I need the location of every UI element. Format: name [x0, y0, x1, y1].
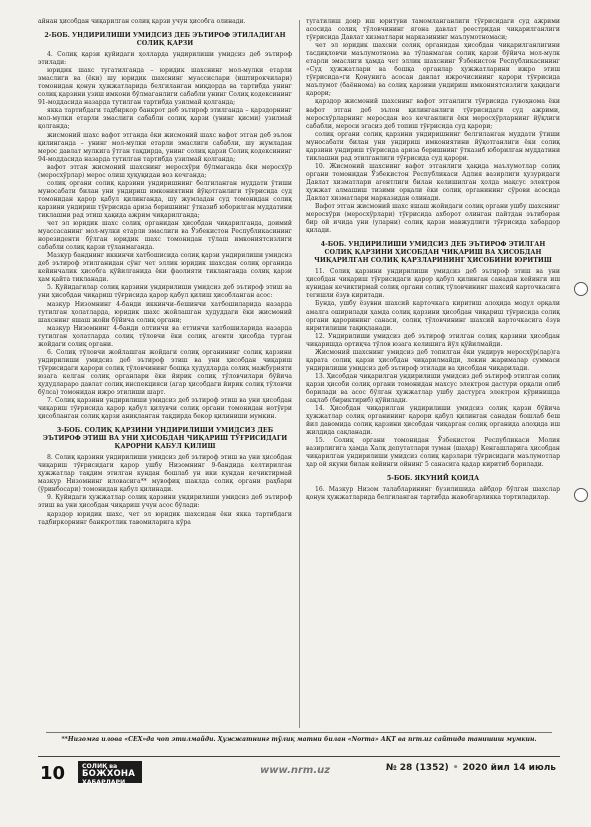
binder-hole-bottom	[574, 488, 588, 502]
section-heading-left-1: 2-БОБ. УНДИРИЛИШИ УМИДСИЗ ДЕБ ЭЪТИРОФ ЭТИЛАДИГАН СОЛИҚ ҚАРЗИ	[44, 32, 286, 48]
paragraph-left-0: айнан ҳисобдан чиқарилган солиқ қарзи учун ҳисобга олинади.	[38, 18, 246, 25]
column-divider	[299, 20, 300, 728]
issue-number: № 28 (1352)	[385, 763, 449, 773]
paragraph-left-3: юридик шахс тугатилганда – юридик шахснинг мол-мулки етарли эмаслиги ва (ёки) шу юридик шахснинг муассислари (иштирокчилари) томонидан қонун ҳужжатларида белгиланган миқдорда ва тартибда унинг солиқ қарзини узиш имкони бўлмаганлиги сабабли унинг Солиқ кодексининг 91-моддасида назарда тутилган тартибда узилмай қолганда;	[38, 67, 292, 107]
paragraph-left-8: чет эл юридик шахс солиқ органидан ҳисобдан чиқарилганда, доимий муассасанинг мол-мулки етарли эмаслиги ва Ўзбекистон Республикасининг норезиденти бўлган юридик шахс томонидан тўлаш имкониятсизлиги сабабли солиқ қарзи тўланмаганда.	[38, 220, 292, 252]
left-column	[38, 18, 292, 730]
right-column	[306, 18, 560, 730]
paragraph-left-14: 7. Солиқ қарзини ундирилиши умидсиз деб эътироф этиш ва уни ҳисобдан чиқариш тўғрисида қарор қабул қилувчи солиқ органи томонидан нотўғри ҳисобланган солиқ қарзи аниқланган тақдирда бекор қилиниши мумкин.	[38, 397, 292, 421]
paragraph-left-5: жисмоний шахс вафот этганда ёки жисмоний шахс вафот этган деб эълон қилинганда – унинг мол-мулки етарли эмаслиги сабабли, шу жумладан мерос давлат мулкига ўтган тақдирда, унинг солиқ қарзи Солиқ кодексининг 94-моддасида назарда тутилган тартибда узилмай қолганда;	[38, 131, 292, 163]
section-heading-right-14: 5-БОБ. ЯКУНИЙ ҚОИДА	[386, 475, 480, 483]
paragraph-left-7: солиқ органи солиқ қарзини ундиришнинг белгиланган муддати ўтиши муносабати билан уни ундириш имкониятини йўқотганлиги тўғрисида суд томонидан қарор қабул қилинганда, шу жумладан суд томонидан солиқ қарзини ундириш тўғрисида ариза беришнинг ўтказиб юборилган муддатини тиклашни рад этиш ҳақида ажрим чиқарилганда;	[38, 179, 292, 219]
logo-line-2: БОЖХОНА	[82, 769, 135, 780]
paragraph-left-18: қарздор юридик шахс, чет эл юридик шахсидан ёки якка тартибдаги тадбиркорнинг банкротлик тавомиларига кўра	[38, 510, 292, 526]
paragraph-left-13: 6. Солиқ тўловчи жойлашган жойдаги солиқ органининг солиқ қарзини ундирилиши умидсиз деб эътироф этиш ва уни ҳисобдан чиқариш тўғрисидаги қарори солиқ тўловчининг бошқа ҳудудларда солиқ мажбурияти юзага келган солиқ органлари ёки йирик солиқ тўловчилари бўйича ҳудудлараро давлат солиқ инспекцияси (агар ҳисобдаги йирик солиқ тўловчи бўлса) томонидан ижро этилиши шарт.	[38, 348, 292, 397]
section-heading-right-6: 4-БОБ. УНДИРИЛИШИ УМИДСИЗ ДЕБ ЭЪТИРОФ ЭТИЛГАН СОЛИҚ ҚАРЗИНИ ҲИСОБДАН ЧИҚАРИШ ВА ҲИСОБДАН ЧИҚАРИЛГАН СОЛИҚ ҚАРЗЛАРИНИНГ ҲИСОБИНИ ЮРИТИШ	[314, 241, 552, 265]
newspaper-logo	[78, 761, 142, 787]
page-number: 10	[40, 763, 66, 784]
website-url: www.nrm.uz	[260, 765, 331, 776]
paragraph-right-13: 15. Солиқ органи томонидан Ўзбекистон Республикаси Молия вазирлигига ҳамда Халқ депутатлари туман (шаҳар) Кенгашларига ҳисобдан чиқарилган ундирилиши умидсиз солиқ қарзлари тўғрисидаги маълумотлар ҳар ой якуни билан кейинги ойнинг 5 санасига қадар киритиб борилади.	[306, 437, 560, 469]
paragraph-right-8: Бунда, ушбу ёзувни шахсий карточкага киритиш алоҳида модул орқали амалга оширилади ҳамда солиқ қарзини ҳисобдан чиқариш тўғрисида солиқ органи қарорининг санаси, солиқ тўловчининг шахсий карточкасига ёзув киритилиши тақиқланади.	[306, 300, 560, 332]
binder-hole-top	[574, 282, 588, 296]
paragraph-right-5: Вафот этган жисмоний шахс яшаш жойидаги солиқ органи ушбу шахснинг меросхўри (меросхўрлари) тўғрисида ахборот олинган пайтдан эътиборан бир ой ичида уни (уларни) солиқ қарзи мавжудлиги тўғрисида хабардор қилади.	[306, 203, 560, 235]
paragraph-right-12: 14. Ҳисобдан чиқарилган ундирилиши умидсиз солиқ қарзи бўйича ҳужжатлар солиқ органининг қарори қабул қилинган санадан бошлаб беш йил давомида солиқ қарзини ҳисобдан чиқарган солиқ органида алоҳида иш жилдида сақланади.	[306, 405, 560, 437]
paragraph-left-4: якка тартибдаги тадбиркор банкрот деб эътироф этилганда – қарздорнинг мол-мулки етарли эмаслиги сабабли солиқ қарзи (унинг қисми) узилмай қолганда;	[38, 107, 292, 131]
section-heading-left-15: 3-БОБ. СОЛИҚ ҚАРЗИНИ УНДИРИЛИШИ УМИДСИЗ ДЕБ ЭЪТИРОФ ЭТИШ ВА УНИ ҲИСОБДАН ЧИҚАРИШ ТЎҒРИСИДАГИ ҚАРОРНИ ҚАБУЛ ҚИЛИШ	[42, 427, 288, 451]
issue-date: 2020 йил 14 июль	[462, 763, 556, 773]
footnote: **Низомга илова «СЕХ»да чоп этилмайди. Ҳужжатнинг тўлиқ матни билан «Norma» АҚТ ва nrm.uz сайтида танишиш мумкин.	[46, 732, 552, 744]
paragraph-right-15: 16. Мазкур Низом талабларининг бузилишида айбдор бўлган шахслар қонун ҳужжатларида белгиланган тартибда жавобгарликка тортиладилар.	[306, 486, 560, 502]
paragraph-right-7: 11. Солиқ қарзини ундирилиши умидсиз деб эътироф этиш ва уни ҳисобдан чиқариш тўғрисидаги қарор қабул қилинган санадан кейинги иш кунидан кечиктирмай солиқ органи солиқ тўловчининг шахсий карточкасига тегишли ёзув киритади.	[306, 268, 560, 300]
paragraph-right-11: 13. Ҳисобдан чиқарилган ундирилиши умидсиз деб эътироф этилган солиқ қарзи ҳисоби солиқ органи томонидан махсус электрон дастури орқали олиб борилади ва асос бўлган ҳужжатлар ушбу дастурга электрон кўринишда сақлаб (бириктириб) қўйилади.	[306, 372, 560, 405]
paragraph-left-6: вафот этган жисмоний шахснинг меросхўри бўлмаганда ёки меросхўр (меросхўрлар) мерос олиш ҳуқуқидан воз кечганда;	[38, 163, 292, 179]
paragraph-right-1: чет эл юридик шахсни солиқ органидан ҳисобдан чиқарилганлигини тасдиқловчи маълумотнома ва тўланмаган солиқ қарзи бўйича мол-мулк етарли эмаслиги ҳамда чет эллик шахснинг Ўзбекистон Республикасининг «Суд ҳужжатлари ва бошқа органлар ҳужжатларини ижро этиш тўғрисида»ги Қонунига асосан давлат ижрочисининг қарори тўғрисида маълумот (баённома) ва солиқ қарзини ундириш имкониятсизлиги ҳақидаги қарори;	[306, 42, 560, 98]
page-sheet	[38, 18, 560, 796]
paragraph-right-2: қарздор жисмоний шахснинг вафот этганлиги тўғрисида гувоҳнома ёки вафот этган деб эълон қилинганлиги тўғрисидаги суд ажрими, меросхўрларнинг меросдан воз кечганлиги ёки меросхўрларнинг йўқлиги сабабли, мероси эгасиз деб топиш тўғрисида суд қарори;	[306, 98, 560, 130]
issue-info	[386, 763, 556, 773]
paragraph-left-16: 8. Солиқ қарзини ундирилиши умидсиз деб эътироф этиш ва уни ҳисобдан чиқариш тўғрисидаги қарор ушбу Низомнинг 9-бандида келтирилган ҳужжатлар тақдим этилган кундан бошлаб ун ики кундан кечиктирмай мазкур Низомнинг иловасига** мувофиқ шаклда солиқ органи раҳбари (ўринбосари) томонидан қабул қилинади.	[38, 454, 292, 494]
paragraph-left-12: мазкур Низомнинг 4-банди олтинчи ва еттинчи хатбошиларида назарда тутилган ҳолатларда солиқ тўловчи ёки солиқ агенти ҳисобда турган жойдаги солиқ органи.	[38, 324, 292, 348]
paragraph-left-11: мазкур Низомнинг 4-банди иккинчи–бешинчи хатбошиларида назарда тутилган ҳолатларда, юридик шахс жойлашган ҳудуддаги ёки жисмоний шахснинг яшаш жойи бўйича солиқ органи;	[38, 300, 292, 324]
paragraph-right-9: 12. Ундирилиши умидсиз деб эътироф этилган солиқ қарзини ҳисобдан чиқаришда ортиқча тўлов юзага келишига йўл қўйилмайди.	[306, 332, 560, 348]
issue-separator: •	[452, 763, 459, 773]
paragraph-left-2: 4. Солиқ қарзи қуйидаги ҳолларда ундирилиши умидсиз деб эътироф этилади:	[38, 51, 292, 67]
paragraph-left-17: 9. Қуйидаги ҳужжатлар солиқ қарзини ундирилиши умидсиз деб эътироф этиш ва уни ҳисобдан чиқариш учун асос бўлади:	[38, 494, 292, 510]
paragraph-right-0: тугатилиш доир иш юритуви тамомланганлиги тўғрисидаги суд ажрими асосида солиқ тўловчининг ягона давлат реестридан чиқарилганлиги тўғрисида Давлат хизматлари марказининг маълумотномаси;	[306, 18, 560, 42]
paragraph-right-10: Жисмоний шахснинг умидсиз деб топилган ёки ундирув меросхўр(лар)га қарата солиқ қарзи ҳисобдан чиқарилмайди, лекин жарималар суммаси ундирилиши умидсиз деб эътироф этилади ва ҳисобдан чиқарилади.	[306, 348, 560, 372]
logo-line-3: ХАБАРЛАРИ	[82, 779, 126, 787]
page-footer	[38, 756, 560, 789]
paragraph-left-10: 5. Қуйидагилар солиқ қарзини ундирилиши умидсиз деб эътироф этиш ва уни ҳисобдан чиқариш тўғрисида қарор қабул қилиш ҳисобланган асос:	[38, 284, 292, 300]
text-columns	[38, 18, 560, 730]
paragraph-left-9: Мазкур банднинг иккинчи хатбошисида солиқ қарзи ундирилиши умидсиз деб эътироф этилганидан сўнг чет эллик юридик шахсдан солиқ органида кейинчалик ҳисобга қўйилганида ёки фаолияти тикланганда солиқ қарзи ҳам қайта тикланади.	[38, 252, 292, 284]
logo-line-1: СОЛИҚ ва	[82, 763, 118, 770]
paragraph-right-3: солиқ органи солиқ қарзини ундиришнинг белгиланган муддати ўтиши муносабати билан уни ундириш имкониятини йўқотганлиги ёки солиқ қарзини ундириш тўғрисида ариза беришнинг ўтказиб юборилган муддатини тиклашни рад этилганлиги тўғрисида суд қарори.	[306, 130, 560, 162]
paragraph-right-4: 10. Жисмоний шахснинг вафот этганлиги ҳақида маълумотлар солиқ органи томонидан Ўзбекистон Республикаси Адлия вазирлиги ҳузуридаги Давлат хизматлари агентлиги билан келишилган ҳолда мақсус электрон ҳужжат алмашиш тизими орқали ёки солиқ органининг сўрови асосида Давлат хизматлари марказидан олинади.	[306, 162, 560, 203]
